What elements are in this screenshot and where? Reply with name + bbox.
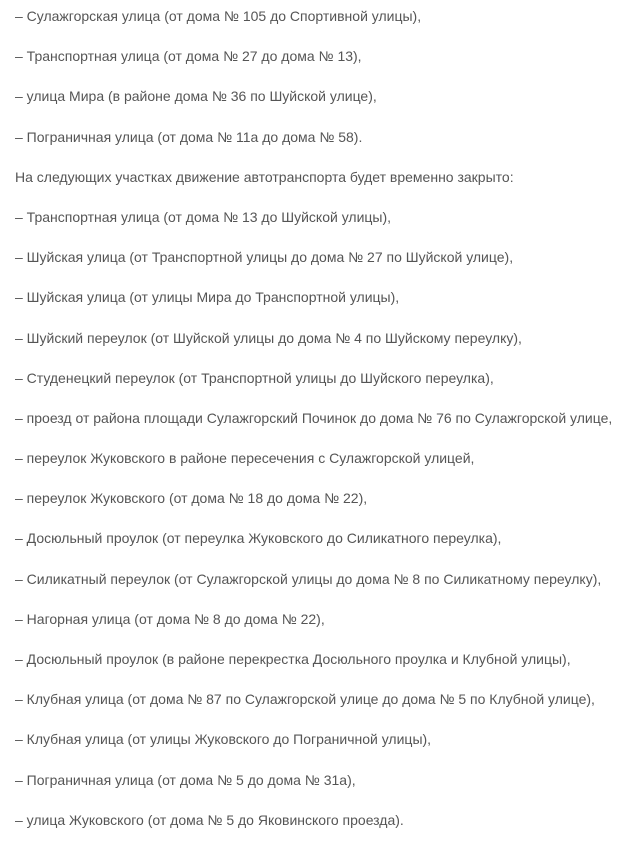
street-item: – Шуйский переулок (от Шуйской улицы до дома № 4 по Шуйскому переулку), bbox=[15, 329, 522, 346]
article-body bbox=[15, 0, 620, 844]
street-item: – Транспортная улица (от дома № 13 до Шуйской улицы), bbox=[15, 208, 392, 225]
street-item: – улица Мира (в районе дома № 36 по Шуйской улице), bbox=[15, 88, 377, 105]
street-item: – Досюльный проулок (в районе перекрестка Досюльного проулка и Клубной улицы), bbox=[15, 651, 571, 667]
street-item: – Клубная улица (от дома № 87 по Сулажгорской улице до дома № 5 по Клубной улице), bbox=[15, 691, 595, 708]
section-intro: На следующих участках движение автотранспорта будет временно закрыто: bbox=[15, 168, 514, 185]
street-item: – проезд от района площади Сулажгорский Починок до дома № 76 по Сулажгорской улице, bbox=[15, 409, 613, 426]
street-item: – улица Жуковского (от дома № 5 до Яковинского проезда). bbox=[15, 811, 404, 828]
street-item: – Пограничная улица (от дома № 5 до дома № 31а), bbox=[15, 771, 356, 788]
street-item: – Нагорная улица (от дома № 8 до дома № 22), bbox=[15, 610, 325, 627]
street-item: – переулок Жуковского (от дома № 18 до дома № 22), bbox=[15, 490, 368, 507]
street-item: – переулок Жуковского в районе пересечения с Сулажгорской улицей, bbox=[15, 450, 475, 467]
street-item: – Клубная улица (от улицы Жуковского до Пограничной улицы), bbox=[15, 731, 432, 748]
street-item: – Пограничная улица (от дома № 11а до дома № 58). bbox=[15, 128, 363, 145]
street-item: – Сулажгорская улица (от дома № 105 до Спортивной улицы), bbox=[15, 8, 422, 24]
street-item: – Силикатный переулок (от Сулажгорской улицы до дома № 8 по Силикатному переулку), bbox=[15, 570, 602, 587]
street-item: – Шуйская улица (от Транспортной улицы до дома № 27 по Шуйской улице), bbox=[15, 249, 514, 266]
street-item: – Транспортная улица (от дома № 27 до дома № 13), bbox=[15, 48, 362, 65]
street-item: – Досюльный проулок (от переулка Жуковского до Силикатного переулка), bbox=[15, 530, 502, 547]
street-item: – Шуйская улица (от улицы Мира до Транспортной улицы), bbox=[15, 289, 400, 306]
street-item: – Студенецкий переулок (от Транспортной улицы до Шуйского переулка), bbox=[15, 369, 494, 386]
